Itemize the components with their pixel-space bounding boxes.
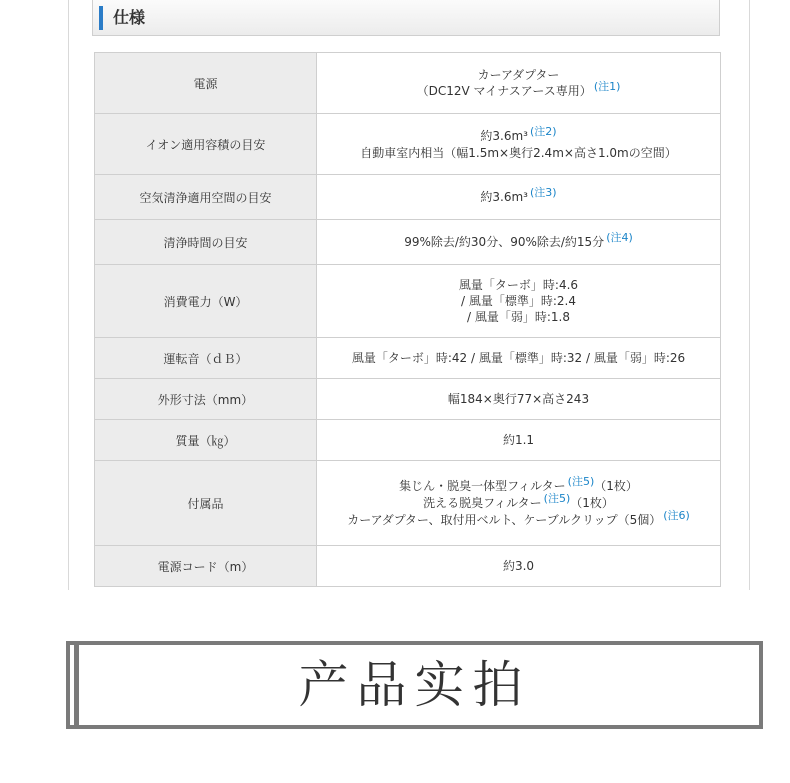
spec-value (317, 420, 721, 461)
spec-value (317, 220, 721, 265)
spec-value-line (317, 145, 720, 161)
footnote-link[interactable]: (注5) (567, 474, 595, 488)
spec-value (317, 53, 721, 114)
spec-value-line (317, 309, 720, 325)
spec-key: 外形寸法（mm） (95, 379, 317, 420)
spec-value (317, 114, 721, 175)
spec-key: 電源コード（m） (95, 546, 317, 587)
footnote-link[interactable]: (注6) (663, 508, 690, 522)
spec-key: 電源 (95, 53, 317, 114)
spec-value-text: 99%除去/約30分、90%除去/約15分 (404, 234, 605, 249)
header-accent-bar (99, 6, 103, 30)
spec-value-text: 洗える脱臭フィルター (423, 495, 542, 510)
spec-row (95, 461, 721, 546)
spec-row (95, 114, 721, 175)
spec-value-line (317, 558, 720, 574)
spec-row (95, 546, 721, 587)
spec-value (317, 265, 721, 338)
footnote-link[interactable]: (注3) (530, 185, 557, 199)
spec-value-line (317, 474, 720, 495)
spec-value-text: 幅184×奥行77×高さ243 (447, 392, 590, 406)
spec-value-text: 自動車室内相当（幅1.5m×奥行2.4m×高さ1.0mの空間） (360, 145, 677, 160)
spec-value (317, 338, 721, 379)
spec-value-suffix: （1枚） (570, 495, 614, 510)
spec-value-text: 約3.6m³ (480, 128, 528, 143)
footnote-link[interactable]: (注5) (543, 491, 571, 505)
spec-value-text: （DC12V マイナスアース専用） (416, 83, 592, 98)
spec-value-suffix: （1枚） (594, 478, 638, 493)
spec-value-text: 風量「ターボ」時:4.6 (458, 278, 579, 292)
spec-row (95, 338, 721, 379)
spec-value (317, 461, 721, 546)
spec-value-line (317, 432, 720, 448)
spec-key: 付属品 (95, 461, 317, 546)
spec-row (95, 175, 721, 220)
spec-value (317, 175, 721, 220)
spec-table (94, 52, 721, 587)
spec-row (95, 379, 721, 420)
spec-value-text: 風量「ターボ」時:42 / 風量「標準」時:32 / 風量「弱」時:26 (351, 351, 686, 365)
spec-value-line (317, 185, 720, 206)
spec-value-line (317, 391, 720, 407)
spec-value-line (317, 293, 720, 309)
spec-key: 空気清浄適用空間の目安 (95, 175, 317, 220)
spec-row (95, 53, 721, 114)
spec-row (95, 265, 721, 338)
photo-section-title: 产品实拍 (298, 656, 531, 714)
spec-value-line (317, 277, 720, 293)
spec-key: 清浄時間の目安 (95, 220, 317, 265)
spec-value-line (317, 79, 720, 100)
spec-value-line (317, 350, 720, 366)
spec-value-text: 約3.6m³ (480, 189, 528, 204)
spec-key: 消費電力（W） (95, 265, 317, 338)
spec-value-text: / 風量「標準」時:2.4 (461, 294, 576, 308)
spec-value-line (317, 508, 720, 529)
footnote-link[interactable]: (注4) (606, 230, 633, 244)
spec-value-line (317, 230, 720, 251)
spec-value (317, 379, 721, 420)
spec-row (95, 220, 721, 265)
spec-key: イオン適用容積の目安 (95, 114, 317, 175)
spec-section-title: 仕様 (113, 8, 146, 27)
spec-value-text: 約1.1 (502, 433, 535, 447)
spec-row (95, 420, 721, 461)
spec-value (317, 546, 721, 587)
spec-key: 運転音（ｄＢ） (95, 338, 317, 379)
footnote-link[interactable]: (注2) (530, 124, 557, 138)
photo-section-banner (66, 641, 763, 729)
spec-value-text: 集じん・脱臭一体型フィルター (399, 478, 566, 493)
spec-value-line (317, 67, 720, 83)
spec-value-line (317, 124, 720, 145)
spec-section-header (92, 0, 720, 36)
spec-value-text: カーアダプター、取付用ベルト、ケーブルクリップ（5個） (347, 512, 662, 527)
spec-value-text: / 風量「弱」時:1.8 (467, 310, 570, 324)
spec-value-text: カーアダプター (477, 67, 560, 82)
spec-value-line (317, 491, 720, 512)
footnote-link[interactable]: (注1) (593, 79, 621, 93)
spec-key: 質量（㎏） (95, 420, 317, 461)
spec-value-text: 約3.0 (502, 559, 535, 573)
